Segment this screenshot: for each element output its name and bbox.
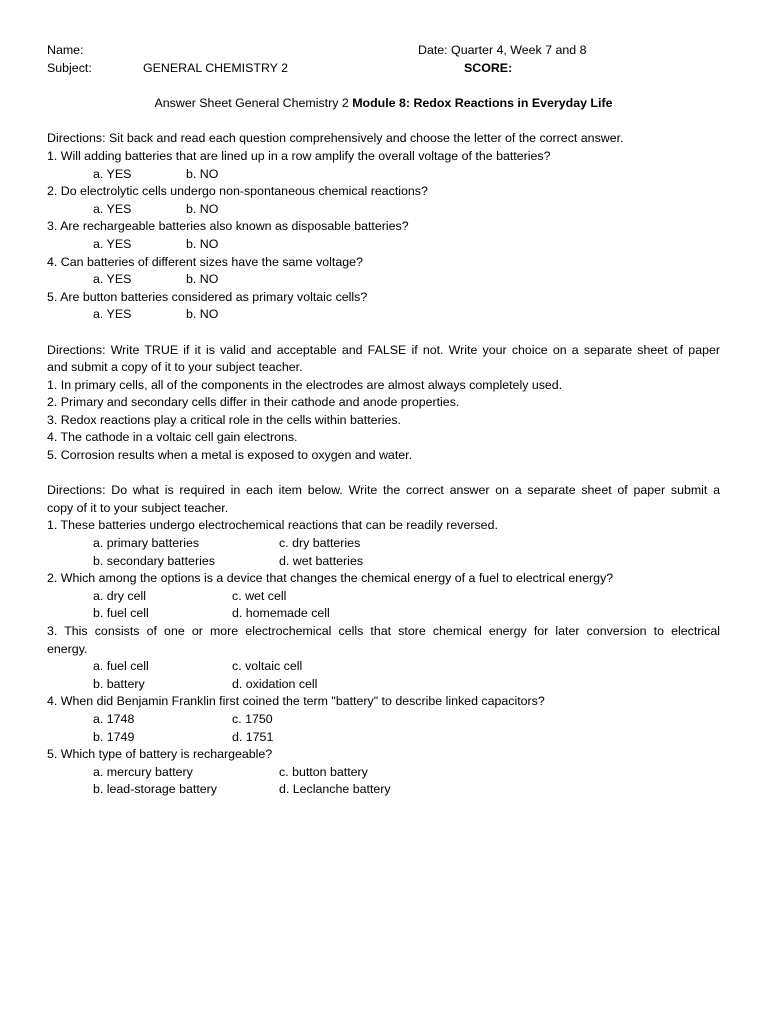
part3-options-4-row2 [47, 729, 720, 747]
option-a: a. primary batteries [93, 536, 200, 551]
part1-question-4: 4. Can batteries of different sizes have the same voltage? [47, 254, 363, 269]
date-label: Date: Quarter 4, Week 7 and 8 [418, 43, 587, 57]
option-d: d. homemade cell [232, 606, 330, 621]
part3-options-1-row2 [47, 553, 720, 571]
option-a: a. mercury battery [93, 764, 193, 779]
part1-options-5 [47, 306, 720, 324]
part3-question-3-line1: 3. This consists of one or more electrochemical cells that store chemical energy for later conversion to electrical [47, 624, 720, 638]
option-d: d. 1751 [232, 729, 274, 744]
option-b: b. secondary batteries [93, 553, 215, 568]
part3-question-2: 2. Which among the options is a device that changes the chemical energy of a fuel to electrical energy? [47, 571, 614, 586]
part2-item-2: 2. Primary and secondary cells differ in their cathode and anode properties. [47, 395, 460, 410]
header-row-2 [47, 60, 720, 78]
option-b: b. NO [186, 307, 219, 322]
part3-question-3-line2: energy. [47, 641, 88, 656]
option-a: a. fuel cell [93, 659, 149, 674]
part3-directions-line1: Directions: Do what is required in each item below. Write the correct answer on a separate sheet of paper submit a [47, 483, 720, 498]
option-d: d. wet batteries [279, 553, 364, 568]
header-row-1 [47, 42, 720, 60]
option-a: a. 1748 [93, 711, 135, 726]
part3-question-4: 4. When did Benjamin Franklin first coined the term "battery" to describe linked capacitors? [47, 694, 545, 709]
part3-options-2-row2 [47, 605, 720, 623]
page-title [47, 95, 720, 113]
part2-directions-line1: Directions: Write TRUE if it is valid and acceptable and FALSE if not. Write your choice on a separate sheet of paper [47, 342, 720, 357]
option-b: b. NO [186, 166, 219, 181]
part2-item-1: 1. In primary cells, all of the components in the electrodes are almost always completely used. [47, 377, 563, 392]
part3-options-2-row1 [47, 588, 720, 606]
part1-options-1 [47, 166, 720, 184]
subject-value: GENERAL CHEMISTRY 2 [143, 60, 289, 75]
name-label: Name: [47, 43, 84, 57]
part1-directions: Directions: Sit back and read each question comprehensively and choose the letter of the correct answer. [47, 131, 624, 146]
option-d: d. oxidation cell [232, 676, 318, 691]
option-a: a. YES [93, 307, 132, 322]
part2-item-5: 5. Corrosion results when a metal is exposed to oxygen and water. [47, 448, 413, 463]
option-c: c. button battery [279, 764, 368, 779]
title-prefix: Answer Sheet General Chemistry 2 [154, 96, 353, 111]
option-b: b. battery [93, 676, 145, 691]
part1-options-2 [47, 201, 720, 219]
part3-options-3-row1 [47, 658, 720, 676]
subject-label: Subject: [47, 60, 92, 75]
option-c: c. voltaic cell [232, 659, 303, 674]
option-a: a. dry cell [93, 588, 147, 603]
part3-options-1-row1 [47, 535, 720, 553]
part1-question-2: 2. Do electrolytic cells undergo non-spontaneous chemical reactions? [47, 184, 428, 199]
part3-options-4-row1 [47, 711, 720, 729]
option-c: c. 1750 [232, 711, 273, 726]
option-a: a. YES [93, 201, 132, 216]
option-c: c. dry batteries [279, 536, 361, 551]
option-b: b. NO [186, 236, 219, 251]
option-b: b. 1749 [93, 729, 135, 744]
part3-question-5: 5. Which type of battery is rechargeable? [47, 747, 273, 762]
part3-options-3-row2 [47, 676, 720, 694]
option-c: c. wet cell [232, 588, 287, 603]
part1-question-3: 3. Are rechargeable batteries also known as disposable batteries? [47, 219, 409, 234]
option-a: a. YES [93, 236, 132, 251]
part2-directions-line2: and submit a copy of it to your subject teacher. [47, 360, 303, 375]
part1-options-4 [47, 271, 720, 289]
option-b: b. fuel cell [93, 606, 149, 621]
part3-question-1: 1. These batteries undergo electrochemical reactions that can be readily reversed. [47, 518, 498, 533]
part1-options-3 [47, 236, 720, 254]
part3-options-5-row2 [47, 781, 720, 799]
score-label: SCORE: [464, 60, 513, 75]
part3-options-5-row1 [47, 764, 720, 782]
option-b: b. lead-storage battery [93, 782, 217, 797]
option-b: b. NO [186, 201, 219, 216]
part1-question-1: 1. Will adding batteries that are lined up in a row amplify the overall voltage of the batteries? [47, 148, 551, 163]
option-a: a. YES [93, 272, 132, 287]
part2-item-3: 3. Redox reactions play a critical role in the cells within batteries. [47, 412, 401, 427]
part1-question-5: 5. Are button batteries considered as primary voltaic cells? [47, 289, 368, 304]
part3-directions-line2: copy of it to your subject teacher. [47, 500, 229, 515]
option-b: b. NO [186, 272, 219, 287]
title-module: Module 8: Redox Reactions in Everyday Life [352, 96, 613, 111]
option-d: d. Leclanche battery [279, 782, 391, 797]
answer-sheet [47, 42, 720, 799]
option-a: a. YES [93, 166, 132, 181]
part2-item-4: 4. The cathode in a voltaic cell gain electrons. [47, 430, 298, 445]
